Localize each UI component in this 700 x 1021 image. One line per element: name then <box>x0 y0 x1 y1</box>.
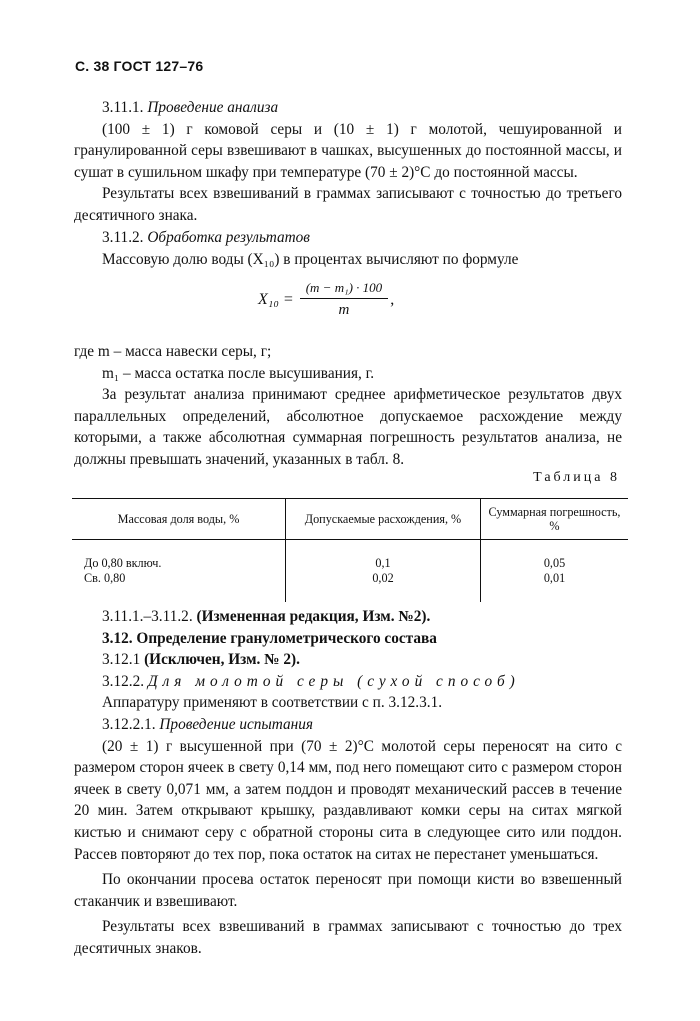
section-heading: 3.12.1 (Исключен, Изм. № 2). <box>102 651 300 669</box>
formula-lhs: X₁₀ = <box>258 290 294 308</box>
formula-legend <box>74 341 622 384</box>
section-number: 3.12. <box>102 629 133 647</box>
formula-tail: , <box>390 290 395 308</box>
section-title: Для молотой серы (сухой способ) <box>147 672 520 690</box>
section-number: 3.12.2.1. <box>102 715 156 733</box>
section-number: 3.12.2. <box>102 672 145 690</box>
section-number: 3.11.1.–3.11.2. <box>102 608 193 625</box>
section-heading <box>74 671 622 693</box>
table-cell: Св. 0,80 <box>84 571 126 585</box>
section-number: 3.11.1. <box>102 99 144 116</box>
section-title: Обработка результатов <box>147 229 310 246</box>
section-title: Проведение анализа <box>147 99 279 116</box>
table-header-cell: Суммарная погрешность, % <box>481 499 629 540</box>
table-cell: 0,05 <box>481 556 629 571</box>
formula-numerator: (m − m₁) · 100 <box>300 280 388 299</box>
section-number: 3.12.1 <box>102 651 141 669</box>
section-title: Проведение испытания <box>159 715 314 733</box>
paragraph: За результат анализа принимают среднее арифметическое результатов двух параллельных определений, абсолютное допускаемое расхождение между которыми, а также абсолютная суммарная погрешность результатов анализа, не должны превышать значений, указанных в табл. 8. <box>74 386 622 468</box>
legend-line: где m – масса навески серы, г; <box>74 343 272 360</box>
section-3-11-1 <box>74 97 622 227</box>
amendment-note: 3.11.1.–3.11.2. (Измененная редакция, Изм. №2). <box>102 608 431 625</box>
page-header: С. 38 ГОСТ 127–76 <box>75 58 204 74</box>
section-number: 3.11.2. <box>102 229 144 246</box>
paragraph: (20 ± 1) г высушенной при (70 ± 2)°С молотой серы переносят на сито с размером сторон ячеек в свету 0,14 мм, под него помещают сито с размером сторон ячеек в свету 0,071 мм, а затем поддон и проводят механический рассев в течение 20 мин. Затем открывают крышку, раздавливают комки серы на ситах мягкой кистью и снимают серу с обратной стороны сита в следующее сито или поддон. Рассев повторяют до тех пор, пока остаток на ситах не перестанет уменьшаться. <box>74 737 622 863</box>
table-row <box>72 556 628 571</box>
paragraph: Результаты всех взвешиваний в граммах записывают с точностью до трех десятичных знаков. <box>74 918 622 957</box>
formula-x10 <box>258 280 394 319</box>
formula-fraction <box>300 280 388 319</box>
paragraph: По окончании просева остаток переносят при помощи кисти во взвешенный стаканчик и взвешивают. <box>74 871 622 910</box>
section-heading <box>74 628 622 650</box>
table-header-row <box>72 499 628 540</box>
section-3-11-2 <box>74 227 622 270</box>
section-heading <box>74 97 622 119</box>
formula-denominator: m <box>338 302 350 318</box>
table-cell: 0,1 <box>286 556 481 571</box>
legend-line: m₁ – масса остатка после высушивания, г. <box>102 364 375 382</box>
table-8 <box>72 498 628 602</box>
section-3-11-2-text <box>74 384 622 470</box>
table-cell: До 0,80 включ. <box>84 556 162 570</box>
section-3-12 <box>74 606 622 960</box>
section-heading <box>74 227 622 249</box>
paragraph: Массовую долю воды (X₁₀) в процентах вычисляют по формуле <box>102 250 519 268</box>
paragraph: Аппаратуру применяют в соответствии с п. 3.12.3.1. <box>102 694 443 712</box>
table-header-cell: Допускаемые расхождения, % <box>286 499 481 540</box>
table-row <box>72 571 628 586</box>
table-header-cell: Массовая доля воды, % <box>72 499 286 540</box>
table-cell: 0,02 <box>286 571 481 586</box>
section-heading <box>74 714 622 736</box>
table-cell: 0,01 <box>481 571 629 586</box>
paragraph: (100 ± 1) г комовой серы и (10 ± 1) г молотой, чешуированной и гранулированной серы взвешивают в чашках, высушенных до постоянной массы, и сушат в сушильном шкафу при температуре (70 ± 2)°С до постоянной массы. <box>74 120 622 181</box>
table-title: Таблица 8 <box>533 470 620 485</box>
section-title: Определение гранулометрического состава <box>136 629 437 647</box>
paragraph: Результаты всех взвешиваний в граммах записывают с точностью до третьего десятичного знака. <box>74 185 622 224</box>
